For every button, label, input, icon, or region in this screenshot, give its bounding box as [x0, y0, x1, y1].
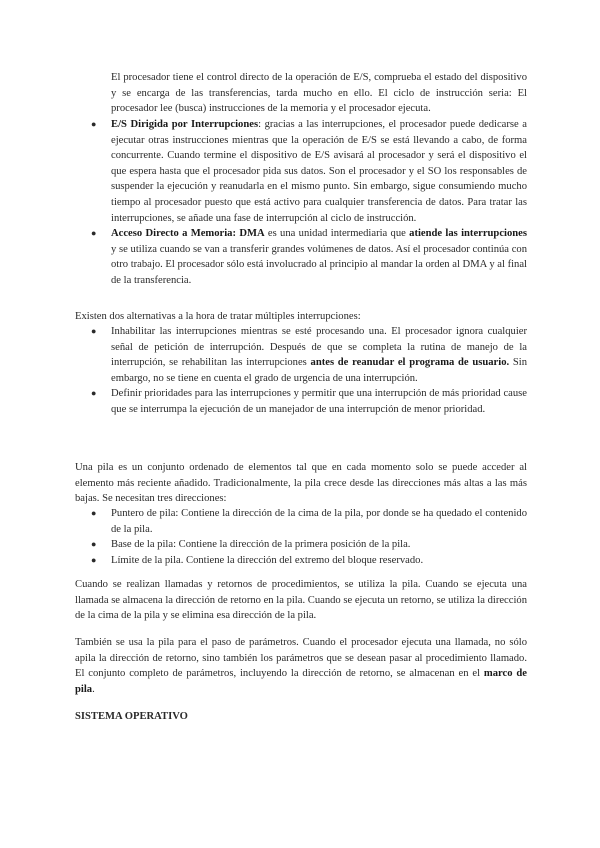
list-item [91, 117, 527, 226]
stack-item-text: Límite de la pila. Contiene la dirección del extremo del bloque reservado. [111, 554, 424, 566]
multi-item-1-bold: antes de reanudar el programa de usuario. [310, 357, 510, 369]
list-item [91, 386, 527, 417]
bullet-icon: ● [91, 539, 97, 550]
params-paragraph [75, 635, 527, 697]
bullet-icon: ● [91, 508, 97, 518]
io-methods-list [91, 117, 527, 289]
stack-item-text: Base de la pila: Contiene la dirección de la primera posición de la pila. [111, 539, 411, 551]
dma-text-c: y se utiliza cuando se van a transferir grandes volúmenes de datos. Así el procesador continúa con otro trabajo. El procesador sólo está involucrado al principio al mandar la orden al DMA y al final de la transferencia. [111, 243, 527, 286]
section-heading: SISTEMA OPERATIVO [75, 711, 188, 722]
list-item [91, 553, 527, 569]
multi-item-1-text-b: Sin embargo, no se tiene en cuenta el grado de urgencia de una interrupción. [111, 357, 528, 384]
bullet-icon: ● [91, 554, 97, 565]
stack-item-text: Puntero de pila: Contiene la dirección de la cima de la pila, por donde se ha quedado el contenido de la pila. [111, 508, 527, 535]
intro-continuation: El procesador tiene el control directo de la operación de E/S, comprueba el estado del dispositivo y se encarga de las transferencias, tarda mucho en ello. El ciclo de instrucción seria: El procesador lee (busca) instrucciones de la memoria y el procesador ejecuta. [111, 72, 527, 115]
term-dma: Acceso Directo a Memoria [111, 228, 233, 240]
multi-item-1-text-a: Inhabilitar las interrupciones mientras se esté procesando una. El procesador ignora cualquier señal de petición de interrupción. Después de que se completa la rutina de manejo de la interrupción, se rehabilitan las interrupciones [111, 326, 527, 369]
multi-intro: Existen dos alternativas a la hora de tratar múltiples interrupciones: [75, 311, 361, 322]
list-item [91, 226, 527, 288]
multi-interrupts-list [91, 324, 528, 418]
dma-text-a: es una unidad intermediaria que [264, 228, 410, 240]
dma-bold-b: atiende las interrupciones [409, 228, 527, 240]
term-interrupt-io: E/S Dirigida por Interrupciones [111, 119, 259, 130]
params-bold: marco de pila [75, 668, 527, 695]
multi-item-2-text: Definir prioridades para las interrupciones y permitir que una interrupción de más prioridad cause que se interrumpa la ejecución de un manejador de una interrupción de menor prioridad. [111, 388, 527, 415]
term-dma-suffix: : DMA [232, 228, 265, 240]
bullet-icon: ● [91, 326, 97, 336]
params-end: . [92, 683, 95, 695]
list-item [91, 537, 527, 553]
stack-addresses-list [91, 506, 527, 568]
bullet-icon: ● [91, 388, 97, 399]
stack-intro: Una pila es un conjunto ordenado de elementos tal que en cada momento solo se puede acceder al elemento más reciente añadido. Tradicionalmente, la pila crece desde las direcciones más altas a las más bajas. Se necesitan tres direcciones: [75, 462, 527, 505]
list-item [91, 324, 528, 386]
params-text: También se usa la pila para el paso de parámetros. Cuando el procesador ejecuta una llamada, no sólo apila la dirección de retorno, sino también los parámetros que se desean pasar al procedimiento llamado. El conjunto completo de parámetros, incluyendo la dirección de retorno, se almacenan en el [75, 637, 527, 680]
bullet-icon: ● [91, 119, 97, 129]
list-item [91, 506, 527, 537]
interrupt-io-text: : gracias a las interrupciones, el procesador puede dedicarse a ejecutar otras instrucciones mientras que la operación de E/S se está llevando a cabo, de forma concurrente. Cuando termine el dispositivo de E/S avisará al procesador y será el dispositivo el que espera hasta que el procesador pida sus datos. Son el procesador y el SO los responsables de suspender la ejecución y reanudarla en el mismo punto. Sin embargo, sigue consumiendo mucho tiempo al procesador puesto que está activo para cualquier transferencia de datos. Para tratar las interrupciones, se añade una fase de interrupción al ciclo de instrucción. [111, 119, 527, 224]
bullet-icon: ● [91, 228, 97, 239]
calls-paragraph: Cuando se realizan llamadas y retornos de procedimientos, se utiliza la pila. Cuando se ejecuta una llamada se almacena la dirección de retorno en la pila. Cuando se ejecuta un retorno, se utiliza la dirección de la cima de la pila y se elimina esa dirección de la pila. [75, 579, 527, 622]
